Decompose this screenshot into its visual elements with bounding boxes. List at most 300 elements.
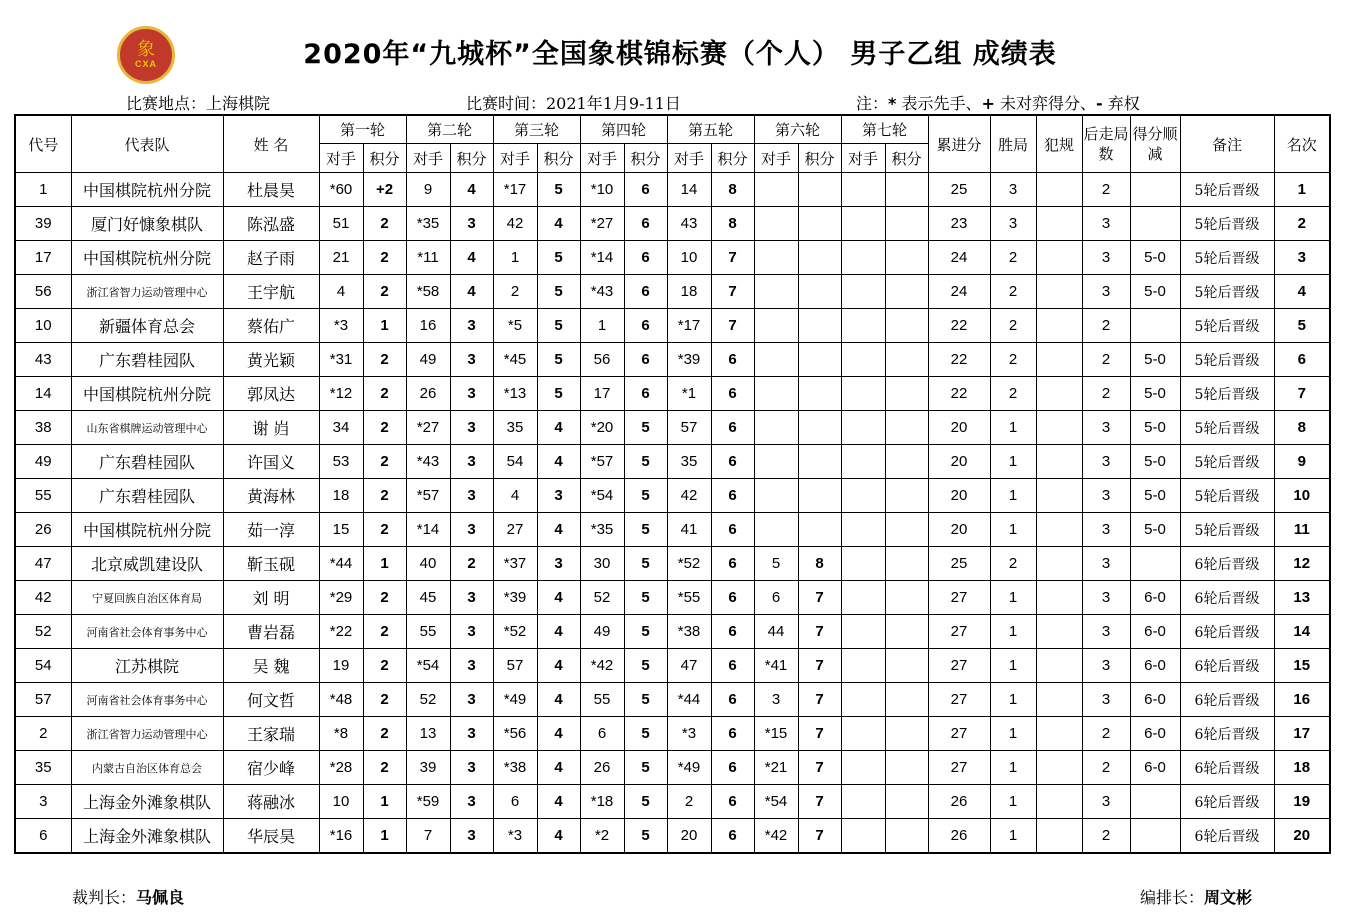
round-score: 3 (450, 207, 493, 241)
wins-count: 2 (990, 343, 1036, 377)
remark: 5轮后晋级 (1180, 275, 1274, 309)
col-wins: 胜局 (990, 115, 1036, 173)
player-name: 蔡佑广 (223, 309, 319, 343)
cumulative-score: 20 (928, 411, 990, 445)
round-opponent: 30 (580, 547, 624, 581)
table-row (15, 173, 1330, 207)
round-score (885, 649, 928, 683)
rank: 5 (1274, 309, 1330, 343)
rank: 9 (1274, 445, 1330, 479)
round-score: 4 (537, 819, 580, 854)
remark: 6轮后晋级 (1180, 819, 1274, 854)
score-order (1130, 785, 1180, 819)
team-name: 广东碧桂园队 (71, 479, 223, 513)
foul-count (1036, 479, 1082, 513)
round-score (798, 445, 841, 479)
round-score: 6 (624, 309, 667, 343)
rank: 11 (1274, 513, 1330, 547)
back-games: 3 (1082, 649, 1130, 683)
round-score (885, 547, 928, 581)
cumulative-score: 22 (928, 309, 990, 343)
round-opponent (754, 343, 798, 377)
round-score: 8 (798, 547, 841, 581)
player-name: 吴 魏 (223, 649, 319, 683)
score-order (1130, 819, 1180, 854)
round-score: 7 (711, 241, 754, 275)
round-opponent: *17 (667, 309, 711, 343)
player-name: 王宇航 (223, 275, 319, 309)
table-row (15, 819, 1330, 854)
round-opponent (754, 207, 798, 241)
round-score: 2 (363, 513, 406, 547)
round-1-header: 第一轮 (319, 115, 406, 144)
remark: 5轮后晋级 (1180, 309, 1274, 343)
round-opponent (841, 581, 885, 615)
cumulative-score: 27 (928, 615, 990, 649)
round-opponent (841, 275, 885, 309)
table-row (15, 275, 1330, 309)
round-score: 4 (537, 649, 580, 683)
round-opponent: *43 (406, 445, 450, 479)
round-opponent: *39 (493, 581, 537, 615)
team-name: 中国棋院杭州分院 (71, 377, 223, 411)
foul-count (1036, 785, 1082, 819)
round-opponent: *1 (667, 377, 711, 411)
player-code: 55 (15, 479, 71, 513)
remark: 6轮后晋级 (1180, 751, 1274, 785)
round-score: 3 (450, 581, 493, 615)
back-games: 3 (1082, 207, 1130, 241)
cumulative-score: 22 (928, 343, 990, 377)
referee-name: 马佩良 (136, 888, 185, 907)
round-opponent: 55 (580, 683, 624, 717)
player-name: 郭凤达 (223, 377, 319, 411)
back-games: 3 (1082, 275, 1130, 309)
round-opponent: *42 (580, 649, 624, 683)
round-opponent: 55 (406, 615, 450, 649)
remark: 5轮后晋级 (1180, 207, 1274, 241)
sub-header-opponent: 对手 (754, 144, 798, 173)
round-score: 4 (537, 683, 580, 717)
player-code: 39 (15, 207, 71, 241)
round-score (798, 207, 841, 241)
back-games: 2 (1082, 173, 1130, 207)
player-name: 谢 岿 (223, 411, 319, 445)
round-score (885, 615, 928, 649)
round-opponent: *20 (580, 411, 624, 445)
round-opponent: *27 (406, 411, 450, 445)
round-score: 2 (363, 683, 406, 717)
round-score (885, 479, 928, 513)
round-score: 6 (711, 785, 754, 819)
round-score: 5 (537, 309, 580, 343)
rank: 7 (1274, 377, 1330, 411)
round-opponent: *11 (406, 241, 450, 275)
round-score (885, 241, 928, 275)
round-opponent: 7 (406, 819, 450, 854)
remark: 6轮后晋级 (1180, 785, 1274, 819)
table-row (15, 615, 1330, 649)
round-opponent: *58 (406, 275, 450, 309)
round-score: 2 (363, 751, 406, 785)
round-score: 2 (363, 649, 406, 683)
round-score (885, 343, 928, 377)
round-opponent (754, 445, 798, 479)
round-opponent (841, 207, 885, 241)
round-opponent (754, 411, 798, 445)
table-row (15, 377, 1330, 411)
round-score (885, 717, 928, 751)
sub-header-score: 积分 (363, 144, 406, 173)
team-name: 浙江省智力运动管理中心 (71, 275, 223, 309)
round-opponent (841, 343, 885, 377)
round-opponent: *10 (580, 173, 624, 207)
round-opponent: *3 (493, 819, 537, 854)
sub-header-opponent: 对手 (667, 144, 711, 173)
legend-note (856, 91, 1140, 114)
round-5-header: 第五轮 (667, 115, 754, 144)
wins-count: 1 (990, 513, 1036, 547)
team-name: 厦门好慷象棋队 (71, 207, 223, 241)
table-row (15, 207, 1330, 241)
player-code: 17 (15, 241, 71, 275)
table-row (15, 309, 1330, 343)
round-score (798, 513, 841, 547)
round-opponent (841, 479, 885, 513)
round-score: 2 (363, 377, 406, 411)
round-score: 5 (624, 581, 667, 615)
round-score: 6 (624, 241, 667, 275)
round-opponent (841, 819, 885, 854)
round-opponent: *57 (580, 445, 624, 479)
round-opponent: *37 (493, 547, 537, 581)
round-opponent: *8 (319, 717, 363, 751)
round-opponent: *27 (580, 207, 624, 241)
round-score (885, 445, 928, 479)
team-name: 宁夏回族自治区体育局 (71, 581, 223, 615)
team-name: 中国棋院杭州分院 (71, 241, 223, 275)
player-code: 52 (15, 615, 71, 649)
table-row (15, 649, 1330, 683)
player-code: 57 (15, 683, 71, 717)
results-table (14, 114, 1331, 854)
foul-count (1036, 547, 1082, 581)
back-games: 2 (1082, 751, 1130, 785)
note-minus-text: 弃权 (1102, 94, 1140, 113)
round-opponent: *60 (319, 173, 363, 207)
player-code: 10 (15, 309, 71, 343)
sub-header-score: 积分 (624, 144, 667, 173)
round-opponent: 6 (580, 717, 624, 751)
score-order: 6-0 (1130, 751, 1180, 785)
cumulative-score: 27 (928, 751, 990, 785)
player-code: 1 (15, 173, 71, 207)
rank: 2 (1274, 207, 1330, 241)
score-order: 5-0 (1130, 445, 1180, 479)
wins-count: 3 (990, 173, 1036, 207)
score-order: 6-0 (1130, 717, 1180, 751)
wins-count: 2 (990, 377, 1036, 411)
player-code: 42 (15, 581, 71, 615)
round-opponent: 5 (754, 547, 798, 581)
cumulative-score: 20 (928, 479, 990, 513)
back-games: 3 (1082, 513, 1130, 547)
round-score: 4 (537, 207, 580, 241)
col-back: 后走局数 (1082, 115, 1130, 173)
round-score: 2 (363, 411, 406, 445)
round-opponent (841, 173, 885, 207)
round-opponent (841, 513, 885, 547)
wins-count: 1 (990, 649, 1036, 683)
round-score: 6 (711, 377, 754, 411)
score-order: 5-0 (1130, 275, 1180, 309)
sub-header-score: 积分 (450, 144, 493, 173)
back-games: 3 (1082, 445, 1130, 479)
round-opponent (754, 275, 798, 309)
round-opponent: *3 (319, 309, 363, 343)
round-3-header: 第三轮 (493, 115, 580, 144)
table-row (15, 513, 1330, 547)
round-opponent: 13 (406, 717, 450, 751)
round-opponent: 2 (667, 785, 711, 819)
player-name: 蒋融冰 (223, 785, 319, 819)
rank: 4 (1274, 275, 1330, 309)
round-score (885, 683, 928, 717)
round-opponent: 43 (667, 207, 711, 241)
round-score (885, 751, 928, 785)
round-opponent: 9 (406, 173, 450, 207)
round-score: 4 (537, 581, 580, 615)
round-opponent: 56 (580, 343, 624, 377)
back-games: 3 (1082, 683, 1130, 717)
round-score: 4 (537, 445, 580, 479)
round-opponent: 44 (754, 615, 798, 649)
round-opponent: 51 (319, 207, 363, 241)
round-opponent (754, 513, 798, 547)
round-opponent: 47 (667, 649, 711, 683)
sub-header-opponent: 对手 (841, 144, 885, 173)
back-games: 3 (1082, 547, 1130, 581)
round-opponent: *2 (580, 819, 624, 854)
round-score: 4 (537, 785, 580, 819)
player-name: 茹一淳 (223, 513, 319, 547)
sub-header-opponent: 对手 (493, 144, 537, 173)
round-score: 5 (624, 683, 667, 717)
score-order: 6-0 (1130, 615, 1180, 649)
round-score: 3 (450, 649, 493, 683)
round-score: 6 (624, 377, 667, 411)
round-opponent: *14 (580, 241, 624, 275)
round-score: 4 (537, 411, 580, 445)
round-opponent: 27 (493, 513, 537, 547)
team-name: 中国棋院杭州分院 (71, 173, 223, 207)
wins-count: 1 (990, 445, 1036, 479)
foul-count (1036, 513, 1082, 547)
remark: 6轮后晋级 (1180, 615, 1274, 649)
foul-count (1036, 819, 1082, 854)
team-name: 山东省棋牌运动管理中心 (71, 411, 223, 445)
round-score: 3 (450, 445, 493, 479)
wins-count: 1 (990, 581, 1036, 615)
round-score: 6 (624, 343, 667, 377)
round-score (885, 309, 928, 343)
score-order: 6-0 (1130, 683, 1180, 717)
round-opponent (841, 649, 885, 683)
remark: 5轮后晋级 (1180, 377, 1274, 411)
referee-credit (72, 885, 184, 908)
round-opponent: 57 (667, 411, 711, 445)
round-opponent (754, 241, 798, 275)
round-opponent: *17 (493, 173, 537, 207)
round-opponent: 4 (493, 479, 537, 513)
remark: 5轮后晋级 (1180, 241, 1274, 275)
round-score (885, 513, 928, 547)
logo-glyph: 象 (137, 39, 155, 60)
round-score: 2 (363, 241, 406, 275)
round-opponent: *41 (754, 649, 798, 683)
table-row (15, 241, 1330, 275)
round-score: 4 (537, 751, 580, 785)
round-score: 3 (450, 479, 493, 513)
round-opponent: *31 (319, 343, 363, 377)
round-score (798, 275, 841, 309)
rank: 3 (1274, 241, 1330, 275)
round-opponent: *52 (667, 547, 711, 581)
round-score: 3 (450, 411, 493, 445)
wins-count: 2 (990, 241, 1036, 275)
table-row (15, 411, 1330, 445)
round-opponent: *49 (667, 751, 711, 785)
note-prefix: 注： (856, 94, 889, 113)
round-score: 5 (624, 751, 667, 785)
round-opponent (841, 751, 885, 785)
round-opponent (841, 241, 885, 275)
score-order: 6-0 (1130, 581, 1180, 615)
round-score: 2 (363, 445, 406, 479)
round-opponent: *49 (493, 683, 537, 717)
player-code: 26 (15, 513, 71, 547)
round-opponent: 40 (406, 547, 450, 581)
note-plus-text: 未对弈得分、 (994, 94, 1096, 113)
round-score: 7 (798, 751, 841, 785)
foul-count (1036, 649, 1082, 683)
round-score: 5 (624, 649, 667, 683)
round-4-header: 第四轮 (580, 115, 667, 144)
round-score: 2 (363, 275, 406, 309)
wins-count: 2 (990, 547, 1036, 581)
foul-count (1036, 751, 1082, 785)
round-2-header: 第二轮 (406, 115, 493, 144)
round-score (885, 377, 928, 411)
round-opponent: 45 (406, 581, 450, 615)
table-row (15, 717, 1330, 751)
round-opponent (841, 411, 885, 445)
round-opponent: *44 (667, 683, 711, 717)
round-score: 5 (624, 445, 667, 479)
player-name: 杜晨昊 (223, 173, 319, 207)
round-opponent: 52 (580, 581, 624, 615)
player-code: 54 (15, 649, 71, 683)
player-name: 许国义 (223, 445, 319, 479)
back-games: 2 (1082, 309, 1130, 343)
round-6-header: 第六轮 (754, 115, 841, 144)
round-opponent: *54 (580, 479, 624, 513)
cumulative-score: 27 (928, 581, 990, 615)
rank: 14 (1274, 615, 1330, 649)
round-score (885, 207, 928, 241)
back-games: 3 (1082, 615, 1130, 649)
round-opponent: 18 (319, 479, 363, 513)
round-opponent: 19 (319, 649, 363, 683)
round-opponent: 10 (319, 785, 363, 819)
round-opponent: *29 (319, 581, 363, 615)
score-order: 5-0 (1130, 343, 1180, 377)
round-opponent (754, 173, 798, 207)
round-score (885, 275, 928, 309)
player-code: 14 (15, 377, 71, 411)
team-name: 上海金外滩象棋队 (71, 785, 223, 819)
remark: 5轮后晋级 (1180, 173, 1274, 207)
round-score: 2 (450, 547, 493, 581)
round-score: 3 (450, 309, 493, 343)
round-score: 3 (537, 479, 580, 513)
col-team: 代表队 (71, 115, 223, 173)
round-opponent: *35 (580, 513, 624, 547)
sub-header-score: 积分 (537, 144, 580, 173)
round-opponent: 21 (319, 241, 363, 275)
round-score: 6 (711, 479, 754, 513)
round-score: 5 (624, 615, 667, 649)
sub-header-score: 积分 (711, 144, 754, 173)
round-opponent: 14 (667, 173, 711, 207)
rank: 18 (1274, 751, 1330, 785)
round-opponent: *54 (406, 649, 450, 683)
round-score: 2 (363, 479, 406, 513)
round-score: 2 (363, 207, 406, 241)
table-row (15, 785, 1330, 819)
logo-abbr: CXA (134, 59, 157, 69)
player-name: 黄海林 (223, 479, 319, 513)
back-games: 2 (1082, 717, 1130, 751)
round-score: 5 (537, 343, 580, 377)
team-name: 河南省社会体育事务中心 (71, 615, 223, 649)
team-name: 上海金外滩象棋队 (71, 819, 223, 854)
player-name: 赵子雨 (223, 241, 319, 275)
round-opponent (841, 445, 885, 479)
round-opponent: 1 (493, 241, 537, 275)
col-order: 得分顺减 (1130, 115, 1180, 173)
round-opponent: *3 (667, 717, 711, 751)
round-score: 6 (711, 445, 754, 479)
player-code: 6 (15, 819, 71, 854)
round-opponent: 49 (406, 343, 450, 377)
round-opponent: 6 (754, 581, 798, 615)
round-score (798, 173, 841, 207)
back-games: 3 (1082, 785, 1130, 819)
round-score: 5 (624, 717, 667, 751)
wins-count: 2 (990, 275, 1036, 309)
round-opponent: 42 (493, 207, 537, 241)
round-opponent (841, 615, 885, 649)
cumulative-score: 27 (928, 683, 990, 717)
wins-count: 1 (990, 683, 1036, 717)
rank: 8 (1274, 411, 1330, 445)
round-opponent: 34 (319, 411, 363, 445)
cxa-logo (117, 26, 175, 84)
round-score: 6 (711, 581, 754, 615)
round-score: 1 (363, 785, 406, 819)
round-opponent: *55 (667, 581, 711, 615)
